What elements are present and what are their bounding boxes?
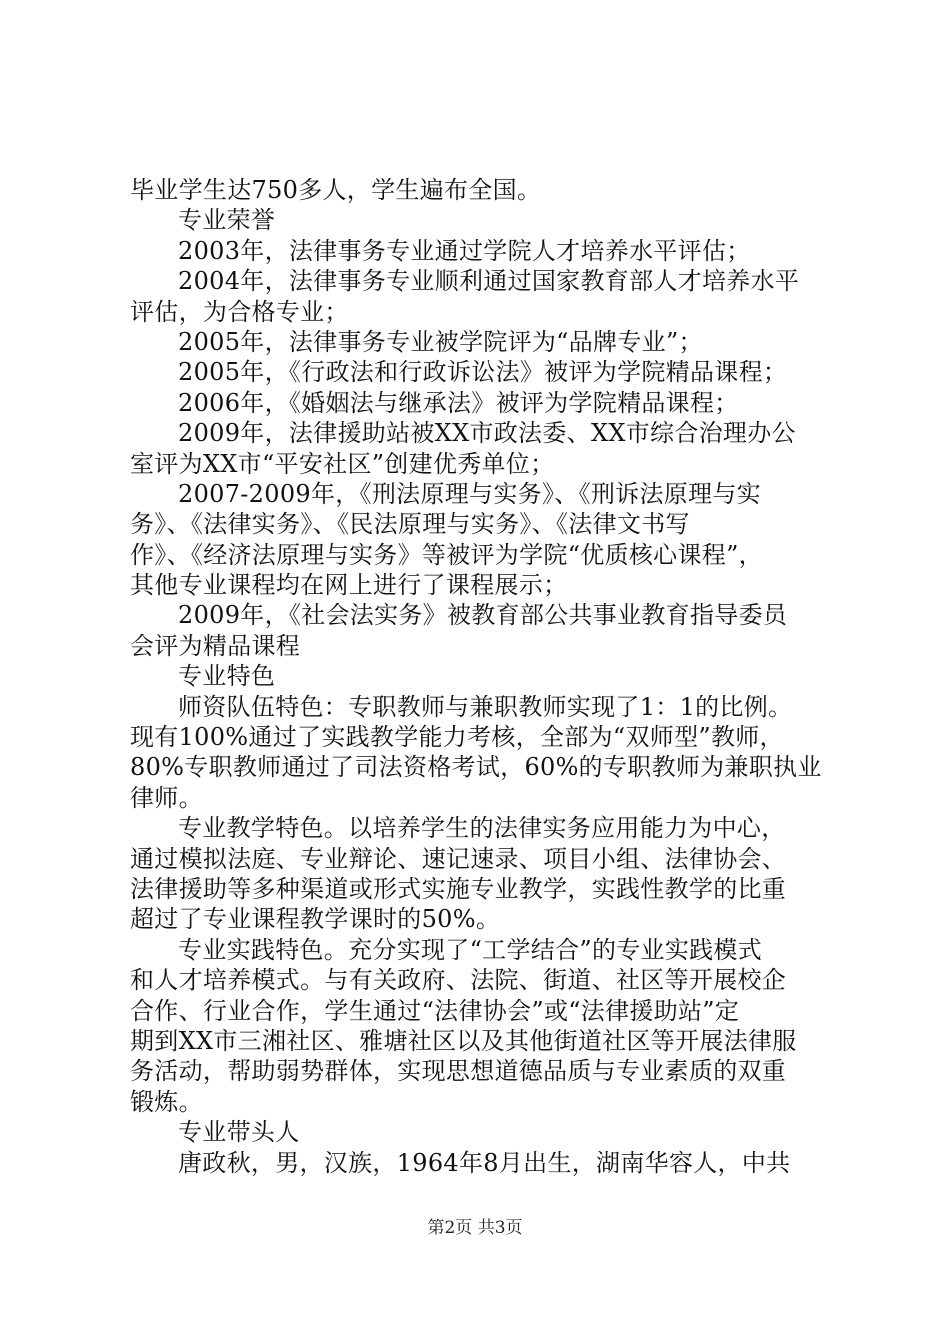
text-line: 评估，为合格专业； bbox=[130, 297, 349, 326]
document-body bbox=[130, 175, 830, 1178]
text-line: 毕业学生达750多人，学生遍布全国。 bbox=[130, 176, 542, 204]
text-line: 2006年，《婚姻法与继承法》被评为学院精品课程； bbox=[178, 388, 739, 417]
text-line: 其他专业课程均在网上进行了课程展示； bbox=[130, 571, 568, 600]
section-heading-features: 专业特色 bbox=[178, 662, 276, 691]
text-line: 通过模拟法庭、专业辩论、速记速录、项目小组、法律协会、 bbox=[130, 844, 787, 873]
text-line: 和人才培养模式。与有关政府、法院、街道、社区等开展校企 bbox=[130, 966, 787, 995]
text-line: 务活动，帮助弱势群体，实现思想道德品质与专业素质的双重 bbox=[130, 1057, 787, 1086]
text-line: 2004年，法律事务专业顺利通过国家教育部人才培养水平 bbox=[178, 267, 800, 296]
text-line: 会评为精品课程 bbox=[130, 631, 301, 660]
text-line: 期到XX市三湘社区、雅塘社区以及其他街道社区等开展法律服 bbox=[130, 1026, 797, 1055]
text-line: 2005年，《行政法和行政诉讼法》被评为学院精品课程； bbox=[178, 358, 788, 387]
text-line: 法律援助等多种渠道或形式实施专业教学，实践性教学的比重 bbox=[130, 874, 787, 903]
text-line: 唐政秋，男，汉族，1964年8月出生，湖南华容人，中共 bbox=[178, 1148, 791, 1177]
text-line: 专业教学特色。以培养学生的法律实务应用能力为中心， bbox=[178, 814, 786, 843]
text-line: 2007-2009年，《刑法原理与实务》、《刑诉法原理与实 bbox=[178, 479, 761, 508]
text-line: 务》、《法律实务》、《民法原理与实务》、《法律文书写 bbox=[130, 510, 690, 539]
text-line: 合作、行业合作，学生通过“法律协会”或“法律援助站”定 bbox=[130, 996, 740, 1025]
text-line: 2005年，法律事务专业被学院评为“品牌专业”； bbox=[178, 327, 703, 356]
text-line: 2003年，法律事务专业通过学院人才培养水平评估； bbox=[178, 236, 751, 265]
text-line: 专业实践特色。充分实现了“工学结合”的专业实践模式 bbox=[178, 935, 763, 964]
text-line: 现有100%通过了实践教学能力考核，全部为“双师型”教师， bbox=[130, 723, 784, 752]
text-line: 2009年，《社会法实务》被教育部公共事业教育指导委员 bbox=[178, 601, 788, 630]
text-line: 80%专职教师通过了司法资格考试，60%的专职教师为兼职执业 bbox=[130, 753, 822, 782]
text-line: 师资队伍特色：专职教师与兼职教师实现了1：1的比例。 bbox=[178, 692, 793, 721]
section-heading-leader: 专业带头人 bbox=[178, 1118, 300, 1147]
text-line: 律师。 bbox=[130, 783, 203, 812]
text-line: 2009年，法律援助站被XX市政法委、XX市综合治理办公 bbox=[178, 419, 796, 448]
section-heading-honors: 专业荣誉 bbox=[178, 206, 276, 235]
text-line: 作》、《经济法原理与实务》等被评为学院“优质核心课程”， bbox=[130, 540, 763, 569]
text-line: 超过了专业课程教学课时的50%。 bbox=[130, 905, 501, 934]
page-footer: 第2页 共3页 bbox=[427, 1218, 523, 1238]
text-line: 锻炼。 bbox=[130, 1087, 203, 1116]
text-line: 室评为XX市“平安社区”创建优秀单位； bbox=[130, 449, 555, 478]
